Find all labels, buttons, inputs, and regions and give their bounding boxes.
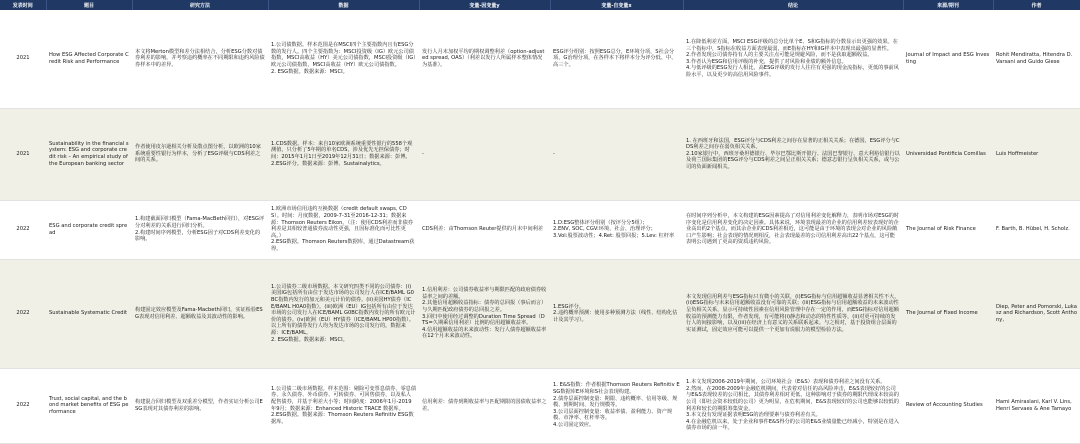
cell-method: 构建固定效应模型及Fama-Macbeth回归，实证检验ESG表现对信用利差、超额收益及其波动性的影响。 bbox=[132, 259, 268, 368]
cell-source: The Journal of Fixed Income bbox=[903, 259, 993, 368]
cell-dependent-variable: CDS利差：由Thomson Reuter提供的月末中间利差 bbox=[419, 200, 550, 259]
header-independent-variable: 变量-自变量x bbox=[550, 0, 683, 10]
cell-method: 本文将Merton模型和差分法相结合，分析ESG分数对债券利差的影响，并考察违约概率在不同期限和违约风险债券样本中的差异。 bbox=[132, 10, 268, 108]
cell-authors: Luis Hoffmeister bbox=[993, 108, 1080, 200]
cell-source: Journal of Impact and ESG Investing bbox=[903, 10, 993, 108]
cell-source: The Journal of Risk Finance bbox=[903, 200, 993, 259]
cell-independent-variable: 1. E&S指数：作者根据Thomson Reuters Refinitiv ESG数据库E环境和S社会表现构建。 2.债券层面控制变量：期限、违约概率、信用等级、规模、到期时间、发行规模等。 3.公司层面控制变量：收益率债、盈利能力、资产规模、市净率、杠杆率等。 4.公司固定效应。 bbox=[550, 368, 683, 443]
cell-independent-variable: - bbox=[550, 108, 683, 200]
cell-method: 构建混合回归模型及双重差分模型，作者实证分析公司ESG表现对其债券利差的影响。 bbox=[132, 368, 268, 443]
cell-dependent-variable: 1.信用利差：公司债券收益率与期限匹配的政府债券收益率之间的差额。 2.其他信用超额收益指标：债券的总回报（事后而言）与久期匹配政府债券的总回报之差。 3.回归中使用经过调整的Duration Time Spread（DTS=久期乘信用利差）比例的信用超额收益率。 4.信用超额收益的未来波动性：发行人债券超额收益率在12个月未来波动性。 bbox=[419, 259, 550, 368]
header-source: 来源/期刊 bbox=[903, 0, 993, 10]
cell-method: 作者使用皮尔逊相关分析及散点图分析，以欧洲的10家系统重要性银行为样本，分析了ESG评级与CDS利差之间的关系。 bbox=[132, 108, 268, 200]
cell-independent-variable: ESG评分组别：按照ESG总分，E环境分项，S社会分项，G治理分项，在各样本下将样本分为评分低、中、高三个。 bbox=[550, 10, 683, 108]
table-row bbox=[0, 200, 1080, 259]
cell-conclusion: 本文发现信用利差与ESG指标只有微小的关联，(i)ESG指标与信用超额收益显著相关性不大，(ii)ESG指标与未来信用超额收益没有可靠的关联；(iii)ESG指标与信用超额收益的未来波动性呈负相关关系，显示可持续性因素在信用风险管理中存在一定的作用，而ESG指标对信用超额收益的预测能力有限，作者发现，有可能将(i)静态和动态的特性性质等，(ii)对更可持续的发行人的间接影响，以及(iii)在经济上有意义的关系联系起来。与之相对，基于投资组合层面的实证测试，固定效应可能可以提供一个更加有说服力的模型检验方法。 bbox=[683, 259, 903, 368]
header-title: 题目 bbox=[46, 0, 132, 10]
table-row bbox=[0, 108, 1080, 200]
header-method: 研究方法 bbox=[132, 0, 268, 10]
cell-authors: Hami Amiraslani, Karl V. Lins, Henri Servaes & Ane Tamayo bbox=[993, 368, 1080, 443]
cell-year: 2021 bbox=[0, 108, 46, 200]
header-authors: 作者 bbox=[993, 0, 1080, 10]
cell-data: 1.欧洲市场信用违约互换数据（credit default swaps, CDS）。时间：月度数据，2009-7-31至2016-12-31；数据来源：Thomson Reuters Eikon。（注：使用CDS利差而非债券利差是其相较普通债券流动性更强，且因标准化而可比性更高。） 2.ESG数据。Thomson Reuters数据库，通过Datastream获得。 bbox=[268, 200, 419, 259]
cell-dependent-variable: 发行人月末加权平均的期权调整利差（option-adjusted spread, OAS）（利差以发行人所属样本整体情况为基准）。 bbox=[419, 10, 550, 108]
header-dependent-variable: 变量-因变量y bbox=[419, 0, 550, 10]
table-row bbox=[0, 259, 1080, 368]
header-data: 数据 bbox=[268, 0, 419, 10]
cell-conclusion: 1.本文发现2006-2019年期间，公司环境社会（E&S）表现和债券利差之间没有关系。 2.然而，在2008-2009年金融危机期间，代表着对信任的高风险冲击，E&S表现较好的公司与E&S表现较差的公司相比，其债券利差相对更低，这种影响对于债券的期限代理成本较高的公司（即社会资本较低的公司）更为明显，在危机期间，E&S表现较好的公司也能够以较低的利差和较长的期限筹集资金。 3.本文没有发现证据表明ESG的治理要素与债券利差有关。 4.在金融危机以来，处于企业和事件E&S得分的公司的E&S业绩量能已经减小，特别是在进入债券市场的前一年。 bbox=[683, 368, 903, 443]
cell-title: ESG and corporate credit spread bbox=[46, 200, 132, 259]
cell-year: 2021 bbox=[0, 10, 46, 108]
cell-source: Review of Accounting Studies bbox=[903, 368, 993, 443]
cell-title: How ESG Affected Corporate Credit Risk and Performance bbox=[46, 10, 132, 108]
cell-data: 1.公司债数据。样本范围是在MSCI四个主要指数内且有ESG分数的发行人。四个主要指数为：MSCI投资级（IG）欧元公司债指数，MSCI高收益（HY）美元公司债指数，MSCI投资级（IG）欧元公司债指数，MSCI高收益（HY）欧元公司债指数。 2. ESG数据。数据来源：MSCI。 bbox=[268, 10, 419, 108]
cell-authors: Diep, Peter and Pomorski, Lukasz and Richardson, Scott Anthony, bbox=[993, 259, 1080, 368]
cell-title: Sustainability in the financial system: ESG and corporate credit risk – An empirical study of the European banking sector bbox=[46, 108, 132, 200]
table-row bbox=[0, 10, 1080, 108]
cell-data: 1.公司债二级市场数据。样本范围：剔除可变票息债券、零息债券、永久债券、外币债券、可转债券、可回售债券，以及私人配售债券，并基于利差大小等；时间跨度：2006年1月-2019年9月；数据来源：Enhanced Historic TRACE 数据库。 2.ESG数据。数据来源：Thomson Reuters Refinitiv ESG数据库。 bbox=[268, 368, 419, 443]
cell-source: Universidad Pontificia Comillas bbox=[903, 108, 993, 200]
cell-conclusion: 在时间序列分析中，本文构建的ESG因素提高了对信用利差变化解释力，表明市场对ESG的时序变化是信用利差变化的决定因素。具体来说，环境表现最差的企业的信用利差较表现好的企业高出约2个基点，而其余企业的CDS利差相近，这可能是由于环境的表现会对企业的风险敞口产生影响；社会表现的情况则相反，社会表现最差的公司信用利差高出22个基点，这可能表明公司遇到了更高的资质违约风险。 bbox=[683, 200, 903, 259]
cell-dependent-variable: 信用利差：债券到期收益率与匹配期限的国债收益率之差。 bbox=[419, 368, 550, 443]
cell-year: 2022 bbox=[0, 368, 46, 443]
header-conclusion: 结论 bbox=[683, 0, 903, 10]
cell-data: 1.公司债券二级市场数据。本文研究四类不同的公司债券：(i)美国IG包括所有由位于发达市场的公司发行人在ICE/BAML G0BC指数内发行的加元和美元计价的债券。(ii)美国HY债券（ICE/BAML H0A0指数）。(iii)欧洲（EU）IG包括所有由位于发达市场的公司发行人在ICE/BAML G0BC指数内发行的所有欧元计价的债券。(iv)欧洲（EU）HY债券（ICE/BAML HP00指数）。以上所有的债券发行人均为发达市场的公司发行的。数据来源：ICE/BAML。 2. ESG数据。数据来源：MSCI。 bbox=[268, 259, 419, 368]
cell-independent-variable: 1.ESG评分。 2.违约概率预测：使用多种预测方法（线性、结构化估计及其学习）。 bbox=[550, 259, 683, 368]
cell-conclusion: 1.在降低利差方面，MSCI ESG评级的总分比单个E、S和G指标的分数显示出更强的效果。在三个指标中，S指标在收益方面表现最弱，而E指标在HY和IG样本中表现出最强的显著性。 2.作者发现公司债券持有人的主要关注点可能是规避风险，而不是获取超额收益。 3.作者认为ESG和信用评级的补充，提供了对风险和业绩的额外信息。 4.与低评级的ESG发行人相比，高ESG评级的发行人往往有更强的现金流指标，更低的事前风险水平，以及更少的高信用风险事件。 bbox=[683, 10, 903, 108]
table-header-row bbox=[0, 0, 1080, 10]
cell-independent-variable: 1.D:ESG整体评分组别（按评分分5组）； 2.ENV, SOC, CGV:环境、社会、治理评分； 3.Vol:股票波动性；4.Ret: 股票回报；5.Lev: 杠杆率 bbox=[550, 200, 683, 259]
cell-data: 1.CDS数据。样本：来自10家欧洲系统重要性银行的558个观测值，只分析了5年期的单名CDS，涉及优先无担保债券；时间：2015年1月1日至2019年12月31日；数据来源：彭博。 2.ESG评分。数据来源：彭博、Sustainalytics。 bbox=[268, 108, 419, 200]
cell-authors: Rohit Mendiratta, Hitendra D. Varsani and Guido Giese bbox=[993, 10, 1080, 108]
header-year: 发表时间 bbox=[0, 0, 46, 10]
table-row bbox=[0, 368, 1080, 443]
cell-title: Sustainable Systematic Credit bbox=[46, 259, 132, 368]
cell-method: 1.构建截面回归模型（Fama-MacBeth回归），对ESG评分对利差的关系进行回归分析。 2.构建时间序列模型，分析ESG因子对CDS利差变化的影响。 bbox=[132, 200, 268, 259]
cell-conclusion: 1. 在西班牙和法国，ESG评分与CDS利差之间存在显著的正相关关系；在德国，ESG评分与CDS利差之间存在弱负相关关系。 2.10家银行中，西班牙桑坦德银行、毕尔巴鄂比斯开银行、法国巴黎银行、意大利裕信银行以及荷兰国际集团的ESG评分与CDS利差之间呈正相关关系；德意志银行呈负相关关系，或与公司的负面新闻相关。 bbox=[683, 108, 903, 200]
cell-authors: F. Barth, B. Hübel, H. Scholz. bbox=[993, 200, 1080, 259]
cell-dependent-variable: - bbox=[419, 108, 550, 200]
cell-year: 2022 bbox=[0, 259, 46, 368]
cell-title: Trust, social capital, and the bond market benefits of ESG performance bbox=[46, 368, 132, 443]
cell-year: 2022 bbox=[0, 200, 46, 259]
